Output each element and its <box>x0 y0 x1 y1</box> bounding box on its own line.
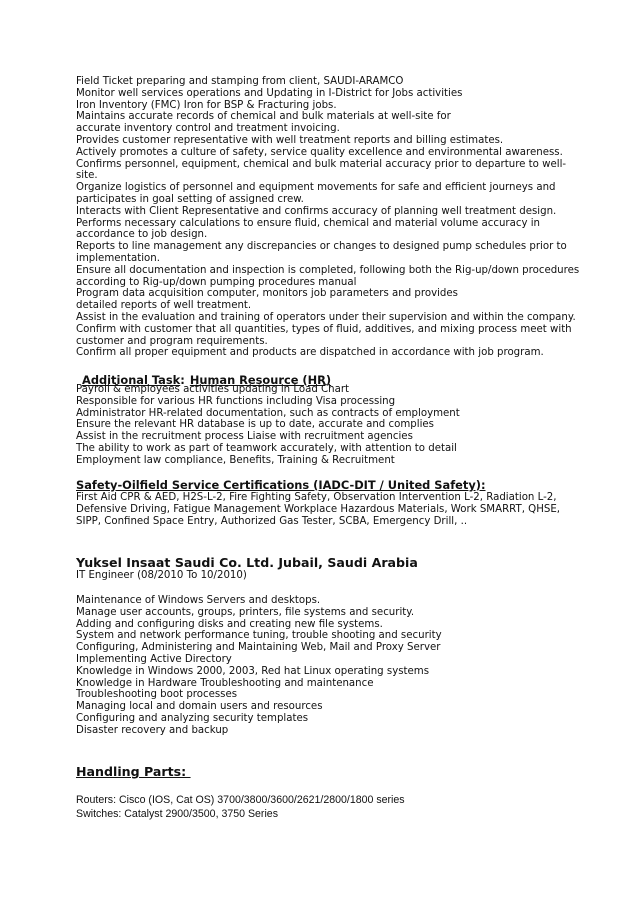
duty-line: Reports to line management any discrepancies or changes to designed pump schedules prior to <box>76 241 567 253</box>
company-name: Yuksel Insaat Saudi Co. Ltd. Jubail, Saudi Arabia <box>76 555 418 570</box>
job-task-line: Configuring, Administering and Maintaining Web, Mail and Proxy Server <box>76 642 441 654</box>
duty-line: according to Rig-up/down pumping procedures manual <box>76 276 357 288</box>
handling-parts-list <box>76 793 576 821</box>
job-task-line: System and network performance tuning, trouble shooting and security <box>76 630 442 642</box>
handling-parts-title: Handling Parts: <box>76 764 191 779</box>
duty-line: Interacts with Client Representative and confirms accuracy of planning well treatment design. <box>76 205 557 217</box>
job-task-line: Configuring and analyzing security templates <box>76 712 309 724</box>
duty-line: Monitor well services operations and Updating in I-District for Jobs activities <box>76 87 463 99</box>
duty-line: Assist in the evaluation and training of operators under their supervision and within the company. <box>76 311 576 323</box>
duty-line: site. <box>76 170 98 182</box>
duties-list <box>76 76 580 359</box>
routers-line: Routers: Cisco (IOS, Cat OS) 3700/3800/3600/2621/2800/1800 series <box>76 794 405 806</box>
safety-title: Safety-Oilfield Service Certifications (IADC-DIT / United Safety): <box>76 478 486 492</box>
job-role: IT Engineer (08/2010 To 10/2010) <box>76 570 247 581</box>
hr-task-line: Responsible for various HR functions including Visa processing <box>76 395 396 407</box>
switches-line: Switches: Catalyst 2900/3500, 3750 Series <box>76 808 278 820</box>
duty-line: Program data acquisition computer, monitors job parameters and provides <box>76 288 458 300</box>
duty-line: Provides customer representative with well treatment reports and billing estimates. <box>76 134 504 146</box>
additional-task-label: Additional Task <box>82 373 181 387</box>
job-task-list <box>76 595 576 737</box>
job-task-line: Maintenance of Windows Servers and desktops. <box>76 595 321 606</box>
additional-task-colon: : <box>180 373 185 387</box>
hr-task-list <box>76 384 576 467</box>
duty-line: detailed reports of well treatment. <box>76 300 252 312</box>
duty-line: Performs necessary calculations to ensure fluid, chemical and material volume accuracy in <box>76 217 541 229</box>
job-task-line: Managing local and domain users and resources <box>76 701 323 713</box>
job-task-line: Knowledge in Hardware Troubleshooting and maintenance <box>76 677 374 689</box>
duty-line: customer and program requirements. <box>76 335 268 347</box>
hr-task-line: Ensure the relevant HR database is up to date, accurate and complies <box>76 419 434 431</box>
duty-line: Confirm all proper equipment and products are dispatched in accordance with job program. <box>76 347 544 359</box>
hr-task-line: Administrator HR-related documentation, such as contracts of employment <box>76 407 460 419</box>
duty-line: implementation. <box>76 252 160 264</box>
duty-line: Confirms personnel, equipment, chemical and bulk material accuracy prior to departure to well- <box>76 158 567 170</box>
duty-line: accurate inventory control and treatment invoicing. <box>76 123 340 135</box>
hr-task-line: Payroll & employees activities updating in Load Chart <box>76 384 350 395</box>
job-task-line: Implementing Active Directory <box>76 653 232 665</box>
duty-line: participates in goal setting of assigned crew. <box>76 193 304 205</box>
safety-cert-list <box>76 492 576 527</box>
handling-parts-heading <box>76 764 576 779</box>
duty-line: Maintains accurate records of chemical and bulk materials at well-site for <box>76 111 451 123</box>
duty-line: Actively promotes a culture of safety, service quality excellence and environmental awareness. <box>76 146 563 158</box>
safety-cert-line: First Aid CPR & AED, H2S-L-2, Fire Fighting Safety, Observation Intervention L-2, Radiation L-2, <box>76 492 557 503</box>
duty-line: Field Ticket preparing and stamping from client, SAUDI-ARAMCO <box>76 76 404 87</box>
duty-line: Ensure all documentation and inspection is completed, following both the Rig-up/down procedures <box>76 264 580 276</box>
duty-line: Organize logistics of personnel and equipment movements for safe and efficient journeys and <box>76 182 556 194</box>
job-task-line: Manage user accounts, groups, printers, file systems and security. <box>76 606 415 618</box>
safety-heading <box>76 478 576 492</box>
job-task-line: Adding and configuring disks and creating new file systems. <box>76 618 383 630</box>
duty-line: Confirm with customer that all quantities, types of fluid, additives, and mixing process meet with <box>76 323 572 335</box>
safety-cert-line: SIPP, Confined Space Entry, Authorized Gas Tester, SCBA, Emergency Drill, .. <box>76 515 468 527</box>
job-task-line: Knowledge in Windows 2000, 2003, Red hat Linux operating systems <box>76 665 430 677</box>
hr-task-line: Assist in the recruitment process Liaise with recruitment agencies <box>76 431 413 443</box>
job-task-line: Disaster recovery and backup <box>76 724 229 736</box>
additional-task-title: Human Resource (HR) <box>189 373 332 387</box>
job-heading <box>76 555 576 582</box>
hr-task-line: The ability to work as part of teamwork accurately, with attention to detail <box>76 442 457 454</box>
job-task-line: Troubleshooting boot processes <box>76 689 238 701</box>
duty-line: accordance to job design. <box>76 229 208 241</box>
duty-line: Iron Inventory (FMC) Iron for BSP & Fracturing jobs. <box>76 99 337 111</box>
hr-task-line: Employment law compliance, Benefits, Training & Recruitment <box>76 454 395 466</box>
safety-cert-line: Defensive Driving, Fatigue Management Workplace Hazardous Materials, Work SMARRT, QHSE, <box>76 503 561 515</box>
